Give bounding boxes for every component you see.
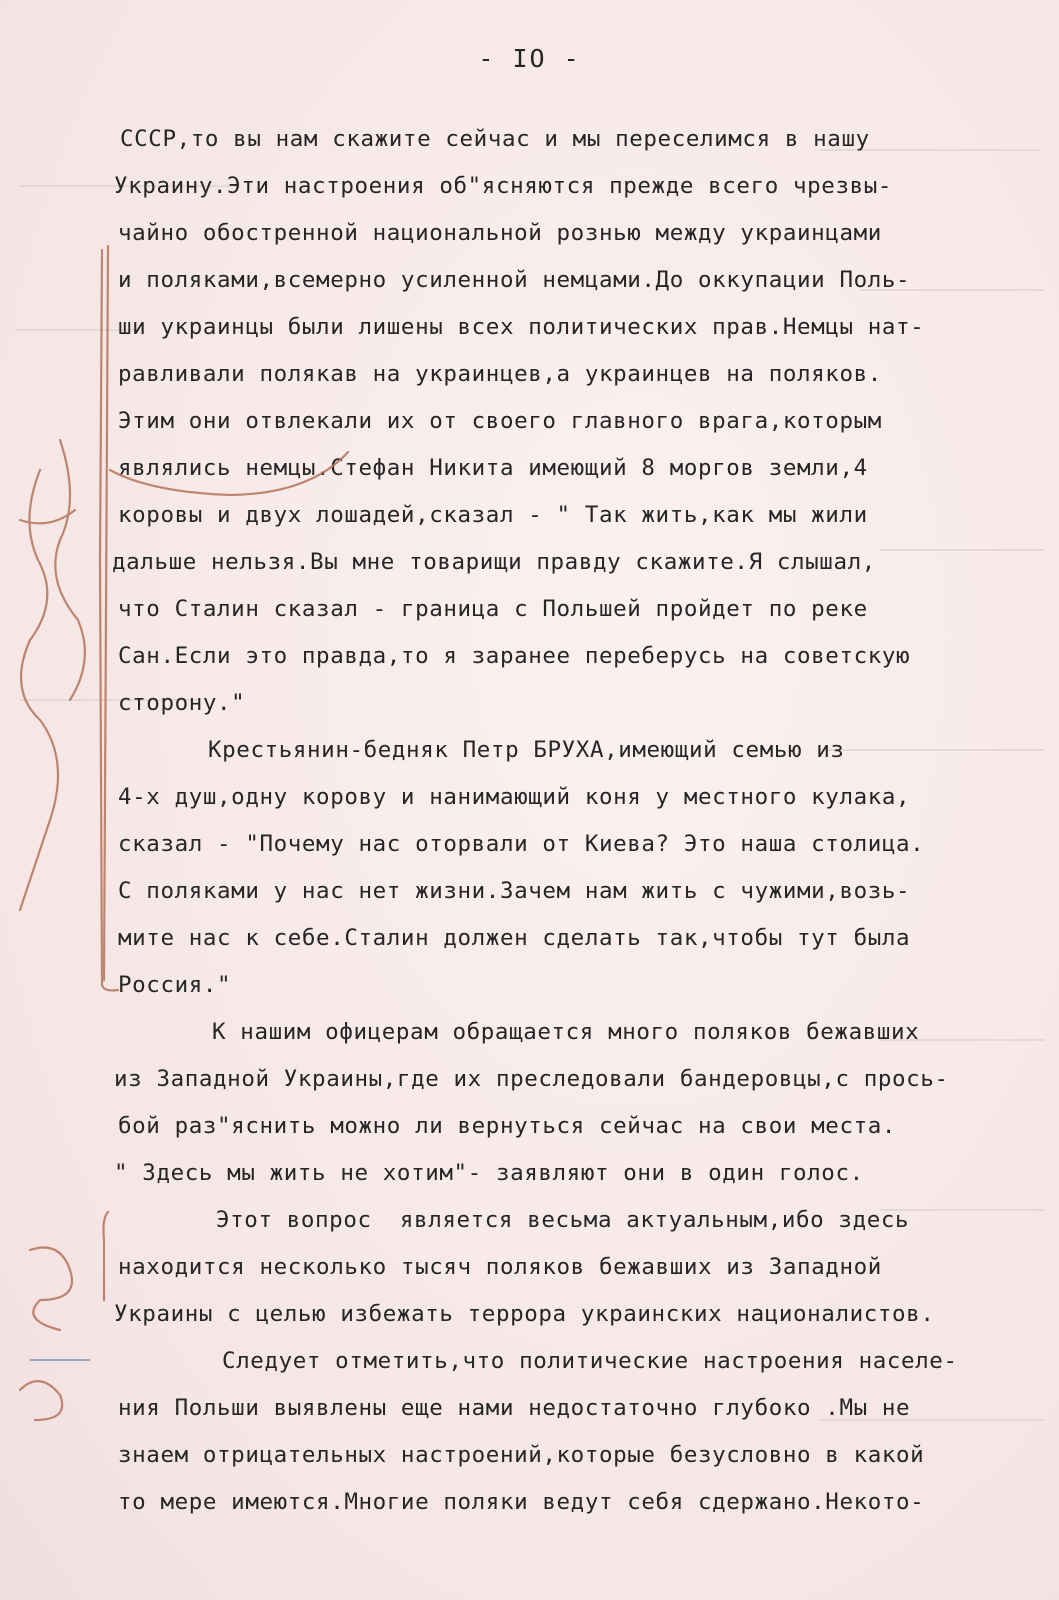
text-line: то мере имеются.Многие поляки ведут себя сдержано.Некото- bbox=[118, 1489, 925, 1515]
text-line: " Здесь мы жить не хотим"- заявляют они в один голос. bbox=[114, 1160, 864, 1186]
text-line: бой раз"яснить можно ли вернуться сейчас на свои места. bbox=[118, 1113, 897, 1139]
text-line: чайно обостренной национальной рознью между украинцами bbox=[118, 220, 882, 246]
margin-bracket bbox=[104, 246, 108, 980]
text-line: СССР,то вы нам скажите сейчас и мы переселимся в нашу bbox=[120, 126, 870, 152]
text-line: К нашим офицерам обращается много поляков бежавших bbox=[212, 1019, 920, 1045]
text-line: коровы и двух лошадей,сказал - " Так жить,как мы жили bbox=[118, 502, 868, 528]
page-number: - IO - bbox=[478, 44, 581, 73]
text-line: являлись немцы.Стефан Никита имеющий 8 моргов земли,4 bbox=[118, 455, 868, 481]
text-line: и поляками,всемерно усиленной немцами.До оккупации Поль- bbox=[118, 267, 911, 293]
text-line: дальше нельзя.Вы мне товарищи правду скажите.Я слышал, bbox=[112, 549, 876, 575]
text-line: равливали полякав на украинцев,а украинцев на поляков. bbox=[118, 361, 882, 387]
marginal-scribble bbox=[20, 1381, 62, 1420]
text-line: С поляками у нас нет жизни.Зачем нам жить с чужими,возь- bbox=[118, 878, 911, 904]
margin-bracket bbox=[100, 250, 118, 990]
text-line: Украины с целью избежать террора украинских националистов. bbox=[114, 1301, 935, 1327]
text-line: Крестьянин-бедняк Петр БРУХА,имеющий семью из bbox=[208, 737, 845, 763]
marginal-scribble bbox=[30, 1248, 72, 1331]
text-line: ния Польши выявлены еще нами недостаточно глубоко .Мы не bbox=[118, 1395, 911, 1421]
text-line: сторону." bbox=[118, 690, 246, 716]
text-line: из Западной Украины,где их преследовали бандеровцы,с прось- bbox=[114, 1066, 949, 1092]
text-line: что Сталин сказал - граница с Польшей пройдет по реке bbox=[118, 596, 868, 622]
text-line: ши украинцы были лишены всех политических прав.Немцы нат- bbox=[118, 314, 925, 340]
text-line: Этим они отвлекали их от своего главного врага,которым bbox=[118, 408, 882, 434]
text-line: Россия." bbox=[118, 972, 232, 998]
text-line: мите нас к себе.Сталин должен сделать так,чтобы тут была bbox=[118, 925, 911, 951]
text-line: сказал - "Почему нас оторвали от Киева? Это наша столица. bbox=[118, 831, 925, 857]
underline-stroke bbox=[110, 452, 348, 495]
text-line: 4-х душ,одну корову и нанимающий коня у местного кулака, bbox=[118, 784, 911, 810]
text-line: находится несколько тысяч поляков бежавших из Западной bbox=[118, 1254, 882, 1280]
margin-bracket bbox=[104, 1212, 109, 1300]
text-line: Украину.Эти настроения об"ясняются прежде всего чрезвы- bbox=[114, 173, 893, 199]
text-line: Сан.Если это правда,то я заранее переберусь на советскую bbox=[118, 643, 911, 669]
text-line: знаем отрицательных настроений,которые безусловно в какой bbox=[118, 1442, 925, 1468]
marginal-scribble bbox=[20, 470, 58, 910]
text-line: Этот вопрос является весьма актуальным,ибо здесь bbox=[216, 1207, 910, 1233]
text-line: Следует отметить,что политические настроения населе- bbox=[222, 1348, 958, 1374]
marginal-scribble bbox=[55, 440, 85, 700]
